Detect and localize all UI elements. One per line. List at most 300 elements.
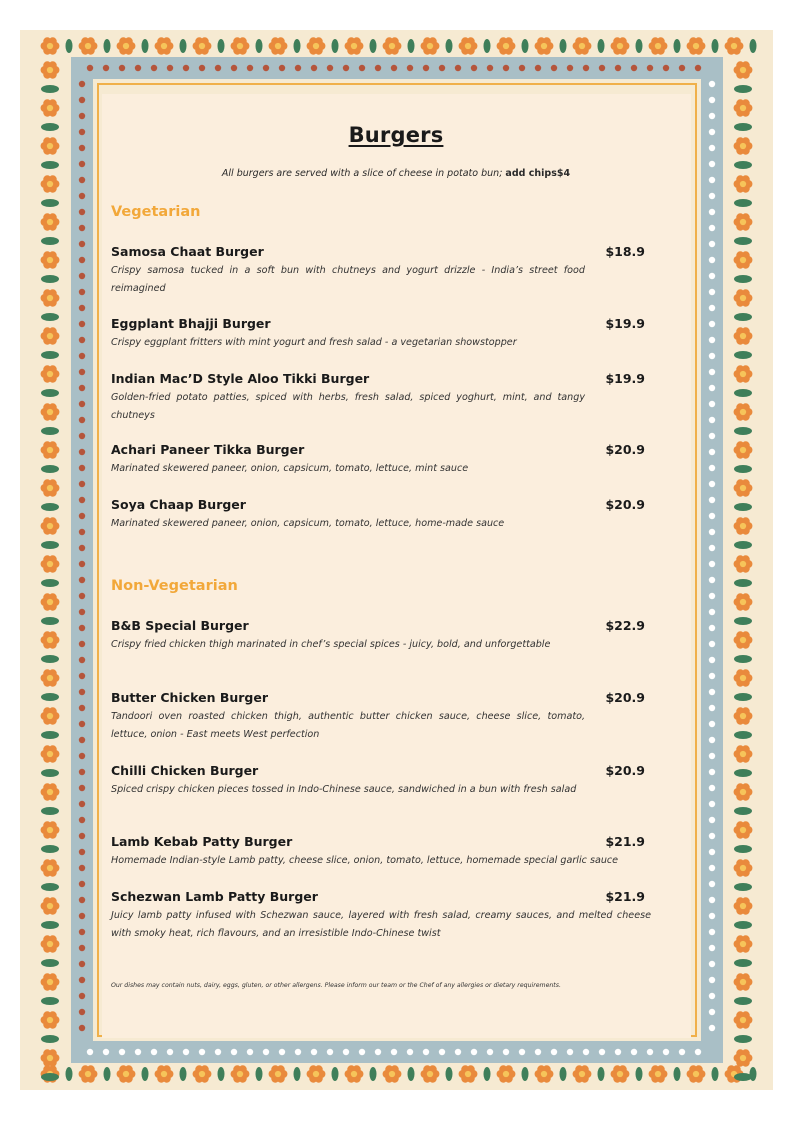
- leaf-icon: [41, 655, 59, 663]
- leaf-icon: [734, 85, 752, 93]
- dot-icon: [79, 769, 85, 775]
- menu-item: [111, 690, 681, 744]
- leaf-icon: [370, 39, 377, 53]
- dot-icon: [471, 65, 477, 71]
- leaf-icon: [66, 39, 73, 53]
- dot-icon: [279, 65, 285, 71]
- dot-icon: [439, 1049, 445, 1055]
- dot-icon: [535, 1049, 541, 1055]
- leaf-icon: [218, 39, 225, 53]
- leaf-icon: [674, 1067, 681, 1081]
- dot-icon: [79, 625, 85, 631]
- item-price: $20.9: [605, 763, 645, 778]
- dot-icon: [79, 465, 85, 471]
- dot-icon: [199, 65, 205, 71]
- leaf-icon: [734, 313, 752, 321]
- dot-icon: [79, 513, 85, 519]
- dot-icon: [487, 1049, 493, 1055]
- leaf-icon: [41, 693, 59, 701]
- leaf-icon: [560, 1067, 567, 1081]
- item-name: B&B Special Burger: [111, 618, 249, 633]
- dot-icon: [709, 353, 715, 359]
- item-name: Achari Paneer Tikka Burger: [111, 442, 305, 457]
- leaf-icon: [104, 1067, 111, 1081]
- leaf-icon: [41, 1073, 59, 1081]
- leaf-icon: [408, 39, 415, 53]
- dot-icon: [709, 817, 715, 823]
- item-price: $19.9: [605, 316, 645, 331]
- menu-item: [111, 834, 681, 870]
- leaf-icon: [41, 237, 59, 245]
- item-price: $19.9: [605, 371, 645, 386]
- dot-icon: [79, 753, 85, 759]
- dot-icon: [709, 81, 715, 87]
- leaf-icon: [41, 161, 59, 169]
- dot-icon: [487, 65, 493, 71]
- item-price: $20.9: [605, 497, 645, 512]
- dot-icon: [343, 65, 349, 71]
- menu-item: [111, 497, 681, 533]
- dot-icon: [709, 161, 715, 167]
- leaf-icon: [332, 1067, 339, 1081]
- dot-icon: [679, 1049, 685, 1055]
- dot-icon: [709, 913, 715, 919]
- dot-icon: [695, 65, 701, 71]
- dot-icon: [79, 673, 85, 679]
- dot-icon: [709, 577, 715, 583]
- dot-icon: [279, 1049, 285, 1055]
- dot-icon: [709, 145, 715, 151]
- dot-icon: [709, 113, 715, 119]
- dot-icon: [79, 977, 85, 983]
- dot-icon: [79, 321, 85, 327]
- dot-icon: [709, 881, 715, 887]
- dot-icon: [709, 97, 715, 103]
- leaf-icon: [734, 427, 752, 435]
- leaf-icon: [294, 39, 301, 53]
- dot-icon: [311, 1049, 317, 1055]
- dot-icon: [79, 145, 85, 151]
- dot-icon: [583, 65, 589, 71]
- item-name: Samosa Chaat Burger: [111, 244, 264, 259]
- item-description: Crispy samosa tucked in a soft bun with chutneys and yogurt drizzle - India’s street food reimagined: [111, 265, 585, 294]
- item-price: $20.9: [605, 442, 645, 457]
- dot-icon: [79, 401, 85, 407]
- leaf-icon: [484, 39, 491, 53]
- dot-icon: [79, 529, 85, 535]
- dot-icon: [709, 961, 715, 967]
- leaf-icon: [41, 921, 59, 929]
- dot-icon: [709, 401, 715, 407]
- leaf-icon: [256, 39, 263, 53]
- dot-icon: [471, 1049, 477, 1055]
- leaf-icon: [41, 769, 59, 777]
- dot-icon: [567, 65, 573, 71]
- dot-icon: [79, 913, 85, 919]
- dot-icon: [79, 81, 85, 87]
- dot-icon: [631, 1049, 637, 1055]
- intro-chips-offer: add chips$4: [505, 168, 571, 179]
- dot-icon: [359, 1049, 365, 1055]
- dot-icon: [343, 1049, 349, 1055]
- leaf-icon: [41, 427, 59, 435]
- dot-icon: [87, 1049, 93, 1055]
- leaf-icon: [734, 997, 752, 1005]
- dot-icon: [135, 1049, 141, 1055]
- leaf-icon: [734, 541, 752, 549]
- leaf-icon: [734, 1073, 752, 1081]
- leaf-icon: [41, 731, 59, 739]
- dot-icon: [503, 1049, 509, 1055]
- dot-icon: [295, 65, 301, 71]
- dot-icon: [709, 945, 715, 951]
- dot-icon: [709, 897, 715, 903]
- dot-icon: [79, 241, 85, 247]
- leaf-icon: [734, 1035, 752, 1043]
- leaf-icon: [734, 389, 752, 397]
- leaf-icon: [734, 275, 752, 283]
- dot-icon: [503, 65, 509, 71]
- dot-icon: [709, 449, 715, 455]
- dot-icon: [709, 769, 715, 775]
- dot-icon: [709, 273, 715, 279]
- dot-icon: [709, 1009, 715, 1015]
- dot-icon: [709, 241, 715, 247]
- menu-item: [111, 371, 681, 425]
- dot-icon: [79, 737, 85, 743]
- dot-icon: [79, 353, 85, 359]
- leaf-icon: [734, 807, 752, 815]
- dot-icon: [695, 1049, 701, 1055]
- leaf-icon: [41, 807, 59, 815]
- intro-text: All burgers are served with a slice of cheese in potato bun;: [221, 168, 506, 179]
- item-name: Indian Mac’D Style Aloo Tikki Burger: [111, 371, 370, 386]
- dot-icon: [631, 65, 637, 71]
- leaf-icon: [41, 465, 59, 473]
- dot-icon: [709, 177, 715, 183]
- dot-icon: [167, 65, 173, 71]
- item-description: Marinated skewered paneer, onion, capsicum, tomato, lettuce, home-made sauce: [111, 518, 505, 529]
- dot-icon: [79, 721, 85, 727]
- dot-icon: [551, 1049, 557, 1055]
- dot-icon: [79, 657, 85, 663]
- dot-icon: [79, 113, 85, 119]
- dot-icon: [79, 273, 85, 279]
- dot-icon: [519, 65, 525, 71]
- dot-icon: [79, 785, 85, 791]
- dot-icon: [535, 65, 541, 71]
- dot-icon: [79, 209, 85, 215]
- dot-icon: [79, 865, 85, 871]
- leaf-icon: [41, 275, 59, 283]
- dot-icon: [295, 1049, 301, 1055]
- item-description: Homemade Indian-style Lamb patty, cheese slice, onion, tomato, lettuce, homemade special garlic sauce: [111, 855, 619, 866]
- leaf-icon: [522, 39, 529, 53]
- leaf-icon: [408, 1067, 415, 1081]
- item-name: Lamb Kebab Patty Burger: [111, 834, 293, 849]
- dot-icon: [231, 1049, 237, 1055]
- menu-item: [111, 442, 681, 478]
- leaf-icon: [734, 693, 752, 701]
- item-name: Chilli Chicken Burger: [111, 763, 259, 778]
- dot-icon: [709, 833, 715, 839]
- leaf-icon: [41, 1035, 59, 1043]
- dot-icon: [79, 385, 85, 391]
- leaf-icon: [734, 655, 752, 663]
- dot-icon: [79, 161, 85, 167]
- dot-icon: [709, 593, 715, 599]
- dot-icon: [615, 65, 621, 71]
- leaf-icon: [41, 617, 59, 625]
- dot-icon: [709, 417, 715, 423]
- leaf-icon: [560, 39, 567, 53]
- leaf-icon: [598, 39, 605, 53]
- dot-icon: [647, 65, 653, 71]
- dot-icon: [709, 337, 715, 343]
- leaf-icon: [41, 85, 59, 93]
- dot-icon: [327, 65, 333, 71]
- dot-icon: [709, 465, 715, 471]
- dot-icon: [79, 449, 85, 455]
- menu-intro: [111, 168, 681, 179]
- dot-icon: [709, 1025, 715, 1031]
- dot-icon: [311, 65, 317, 71]
- leaf-icon: [142, 39, 149, 53]
- dot-icon: [79, 433, 85, 439]
- dot-icon: [709, 801, 715, 807]
- leaf-icon: [734, 199, 752, 207]
- dot-icon: [79, 849, 85, 855]
- dot-icon: [79, 305, 85, 311]
- dot-icon: [407, 1049, 413, 1055]
- dot-icon: [391, 1049, 397, 1055]
- menu-item: [111, 244, 681, 298]
- dot-icon: [583, 1049, 589, 1055]
- leaf-icon: [446, 1067, 453, 1081]
- dot-icon: [79, 705, 85, 711]
- dot-icon: [103, 1049, 109, 1055]
- leaf-icon: [218, 1067, 225, 1081]
- dot-icon: [247, 1049, 253, 1055]
- dot-icon: [119, 1049, 125, 1055]
- dot-icon: [423, 1049, 429, 1055]
- menu-item: [111, 618, 681, 654]
- dot-icon: [709, 641, 715, 647]
- dot-icon: [79, 801, 85, 807]
- dot-icon: [679, 65, 685, 71]
- dot-icon: [215, 65, 221, 71]
- dot-icon: [79, 945, 85, 951]
- dot-icon: [79, 561, 85, 567]
- leaf-icon: [41, 503, 59, 511]
- dot-icon: [709, 257, 715, 263]
- dot-icon: [567, 1049, 573, 1055]
- leaf-icon: [734, 845, 752, 853]
- menu-item: [111, 316, 681, 352]
- dot-icon: [263, 1049, 269, 1055]
- item-price: $20.9: [605, 690, 645, 705]
- dot-icon: [79, 641, 85, 647]
- dot-icon: [231, 65, 237, 71]
- leaf-icon: [636, 1067, 643, 1081]
- dot-icon: [439, 65, 445, 71]
- item-description: Marinated skewered paneer, onion, capsicum, tomato, lettuce, mint sauce: [111, 463, 469, 474]
- leaf-icon: [180, 1067, 187, 1081]
- dot-icon: [709, 673, 715, 679]
- dot-icon: [327, 1049, 333, 1055]
- item-price: $22.9: [605, 618, 645, 633]
- dot-icon: [709, 225, 715, 231]
- section-title-non-vegetarian: Non-Vegetarian: [111, 578, 238, 594]
- dot-icon: [599, 1049, 605, 1055]
- leaf-icon: [734, 731, 752, 739]
- leaf-icon: [41, 389, 59, 397]
- leaf-icon: [41, 997, 59, 1005]
- dot-icon: [79, 593, 85, 599]
- dot-icon: [79, 481, 85, 487]
- leaf-icon: [734, 237, 752, 245]
- item-description: Crispy fried chicken thigh marinated in chef’s special spices - juicy, bold, and unforgettable: [111, 639, 551, 650]
- dot-icon: [455, 1049, 461, 1055]
- dot-icon: [709, 865, 715, 871]
- dot-icon: [647, 1049, 653, 1055]
- item-description: Spiced crispy chicken pieces tossed in Indo-Chinese sauce, sandwiched in a bun with fresh salad: [111, 784, 577, 795]
- leaf-icon: [41, 541, 59, 549]
- dot-icon: [709, 529, 715, 535]
- item-description: Tandoori oven roasted chicken thigh, authentic butter chicken sauce, cheese slice, tomato, lettuce, onion - East meets West perfection: [111, 711, 585, 740]
- dot-icon: [709, 625, 715, 631]
- leaf-icon: [256, 1067, 263, 1081]
- item-price: $18.9: [605, 244, 645, 259]
- dot-icon: [663, 1049, 669, 1055]
- item-description: Crispy eggplant fritters with mint yogurt and fresh salad - a vegetarian showstopper: [111, 337, 517, 348]
- item-name: Eggplant Bhajji Burger: [111, 316, 271, 331]
- dot-icon: [709, 977, 715, 983]
- dot-icon: [709, 321, 715, 327]
- dot-icon: [709, 513, 715, 519]
- dot-icon: [709, 705, 715, 711]
- dot-icon: [599, 65, 605, 71]
- dot-icon: [79, 577, 85, 583]
- dot-icon: [407, 65, 413, 71]
- leaf-icon: [734, 921, 752, 929]
- dot-icon: [709, 481, 715, 487]
- page-title: Burgers: [348, 123, 444, 147]
- leaf-icon: [41, 959, 59, 967]
- dot-icon: [79, 417, 85, 423]
- item-description: Golden-fried potato patties, spiced with herbs, fresh salad, spiced yoghurt, mint, and tangy chutneys: [111, 392, 585, 421]
- dot-icon: [247, 65, 253, 71]
- dot-icon: [455, 65, 461, 71]
- item-name: Soya Chaap Burger: [111, 497, 246, 512]
- dot-icon: [709, 849, 715, 855]
- dot-icon: [709, 369, 715, 375]
- dot-icon: [135, 65, 141, 71]
- leaf-icon: [142, 1067, 149, 1081]
- dot-icon: [79, 881, 85, 887]
- dot-icon: [263, 65, 269, 71]
- dot-icon: [359, 65, 365, 71]
- leaf-icon: [332, 39, 339, 53]
- dot-icon: [709, 753, 715, 759]
- dot-icon: [79, 1025, 85, 1031]
- section-title-vegetarian: Vegetarian: [111, 204, 201, 220]
- leaf-icon: [636, 39, 643, 53]
- dot-icon: [79, 97, 85, 103]
- leaf-icon: [750, 39, 757, 53]
- dot-icon: [709, 305, 715, 311]
- dot-icon: [391, 65, 397, 71]
- leaf-icon: [712, 39, 719, 53]
- leaf-icon: [598, 1067, 605, 1081]
- leaf-icon: [734, 617, 752, 625]
- dot-icon: [375, 1049, 381, 1055]
- dot-icon: [183, 1049, 189, 1055]
- dot-icon: [79, 225, 85, 231]
- leaf-icon: [734, 465, 752, 473]
- leaf-icon: [734, 959, 752, 967]
- dot-icon: [79, 129, 85, 135]
- leaf-icon: [180, 39, 187, 53]
- dot-icon: [709, 385, 715, 391]
- dot-icon: [709, 193, 715, 199]
- leaf-icon: [734, 123, 752, 131]
- dot-icon: [79, 833, 85, 839]
- dot-icon: [551, 65, 557, 71]
- leaf-icon: [734, 351, 752, 359]
- item-name: Butter Chicken Burger: [111, 690, 269, 705]
- dot-icon: [375, 65, 381, 71]
- dot-icon: [79, 369, 85, 375]
- dot-icon: [151, 1049, 157, 1055]
- dot-icon: [709, 929, 715, 935]
- dot-icon: [709, 657, 715, 663]
- leaf-icon: [104, 39, 111, 53]
- dot-icon: [663, 65, 669, 71]
- dot-icon: [79, 961, 85, 967]
- item-description: Juicy lamb patty infused with Schezwan sauce, layered with fresh salad, creamy sauces, and melted cheese with smoky heat, rich flavours, and an irresistible Indo-Chinese twist: [111, 910, 651, 939]
- dot-icon: [87, 65, 93, 71]
- leaf-icon: [484, 1067, 491, 1081]
- dot-icon: [615, 1049, 621, 1055]
- dot-icon: [215, 1049, 221, 1055]
- dot-icon: [709, 561, 715, 567]
- leaf-icon: [41, 579, 59, 587]
- dot-icon: [79, 289, 85, 295]
- leaf-icon: [522, 1067, 529, 1081]
- dot-icon: [709, 545, 715, 551]
- dot-icon: [79, 257, 85, 263]
- leaf-icon: [734, 579, 752, 587]
- dot-icon: [79, 929, 85, 935]
- dot-icon: [79, 497, 85, 503]
- leaf-icon: [734, 883, 752, 891]
- dot-icon: [709, 209, 715, 215]
- dot-icon: [79, 337, 85, 343]
- dot-icon: [709, 289, 715, 295]
- item-price: $21.9: [605, 889, 645, 904]
- dot-icon: [709, 433, 715, 439]
- menu-item: [111, 763, 681, 799]
- dot-icon: [709, 689, 715, 695]
- dot-icon: [79, 545, 85, 551]
- leaf-icon: [294, 1067, 301, 1081]
- leaf-icon: [674, 39, 681, 53]
- leaf-icon: [734, 503, 752, 511]
- dot-icon: [709, 785, 715, 791]
- leaf-icon: [41, 199, 59, 207]
- dot-icon: [79, 193, 85, 199]
